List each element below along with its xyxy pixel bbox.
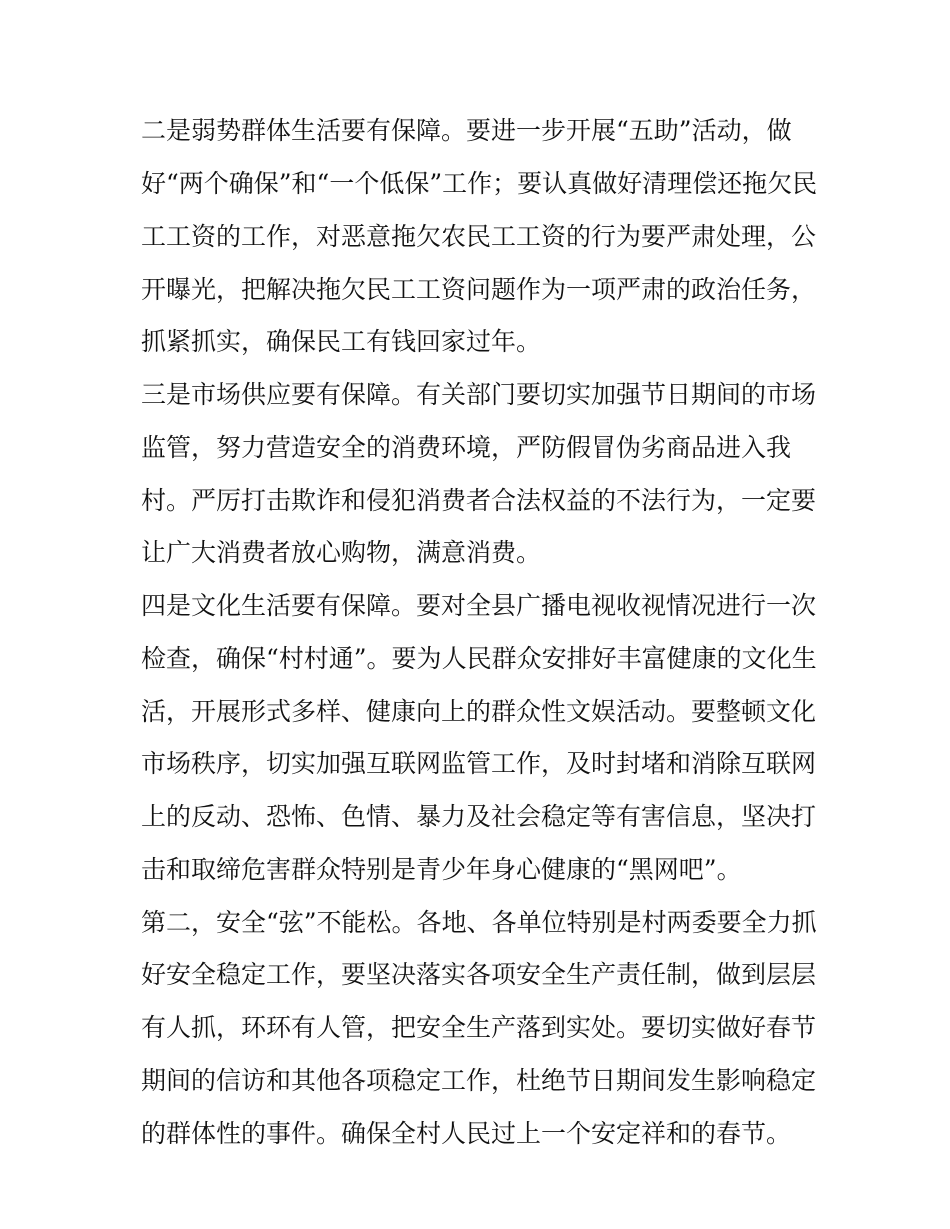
text-line: 第二，安全“弦”不能松。各地、各单位特别是村两委要全力抓 <box>141 908 817 937</box>
text-line: 好“两个确保”和“一个低保”工作；要认真做好清理偿还拖欠民 <box>141 169 818 198</box>
text-line: 有人抓，环环有人管，把安全生产落到实处。要切实做好春节 <box>141 1013 817 1042</box>
text-line: 上的反动、恐怖、色情、暴力及社会稳定等有害信息，坚决打 <box>141 802 817 831</box>
text-line: 让广大消费者放心购物，满意消费。 <box>141 538 542 567</box>
text-line: 的群体性的事件。确保全村人民过上一个安定祥和的春节。 <box>141 1119 792 1148</box>
text-line: 击和取缔危害群众特别是青少年身心健康的“黑网吧”。 <box>141 855 742 884</box>
text-line: 好安全稳定工作，要坚决落实各项安全生产责任制，做到层层 <box>141 960 817 989</box>
text-line: 四是文化生活要有保障。要对全县广播电视收视情况进行一次 <box>141 591 817 620</box>
text-line: 市场秩序，切实加强互联网监管工作，及时封堵和消除互联网 <box>141 749 817 778</box>
text-line: 抓紧抓实，确保民工有钱回家过年。 <box>141 327 542 356</box>
text-line: 开曝光，把解决拖欠民工工资问题作为一项严肃的政治任务， <box>141 275 817 304</box>
text-line: 二是弱势群体生活要有保障。要进一步开展“五助”活动，做 <box>141 116 792 145</box>
text-line: 村。严厉打击欺诈和侵犯消费者合法权益的不法行为，一定要 <box>141 486 817 515</box>
text-line: 活，开展形式多样、健康向上的群众性文娱活动。要整顿文化 <box>141 697 817 726</box>
text-line: 检查，确保“村村通”。要为人民群众安排好丰富健康的文化生 <box>141 644 817 673</box>
text-line: 监管，努力营造安全的消费环境，严防假冒伪劣商品进入我 <box>141 433 792 462</box>
text-line: 工工资的工作，对恶意拖欠农民工工资的行为要严肃处理，公 <box>141 222 817 251</box>
text-line: 期间的信访和其他各项稳定工作，杜绝节日期间发生影响稳定 <box>141 1066 817 1095</box>
text-line: 三是市场供应要有保障。有关部门要切实加强节日期间的市场 <box>141 380 817 409</box>
